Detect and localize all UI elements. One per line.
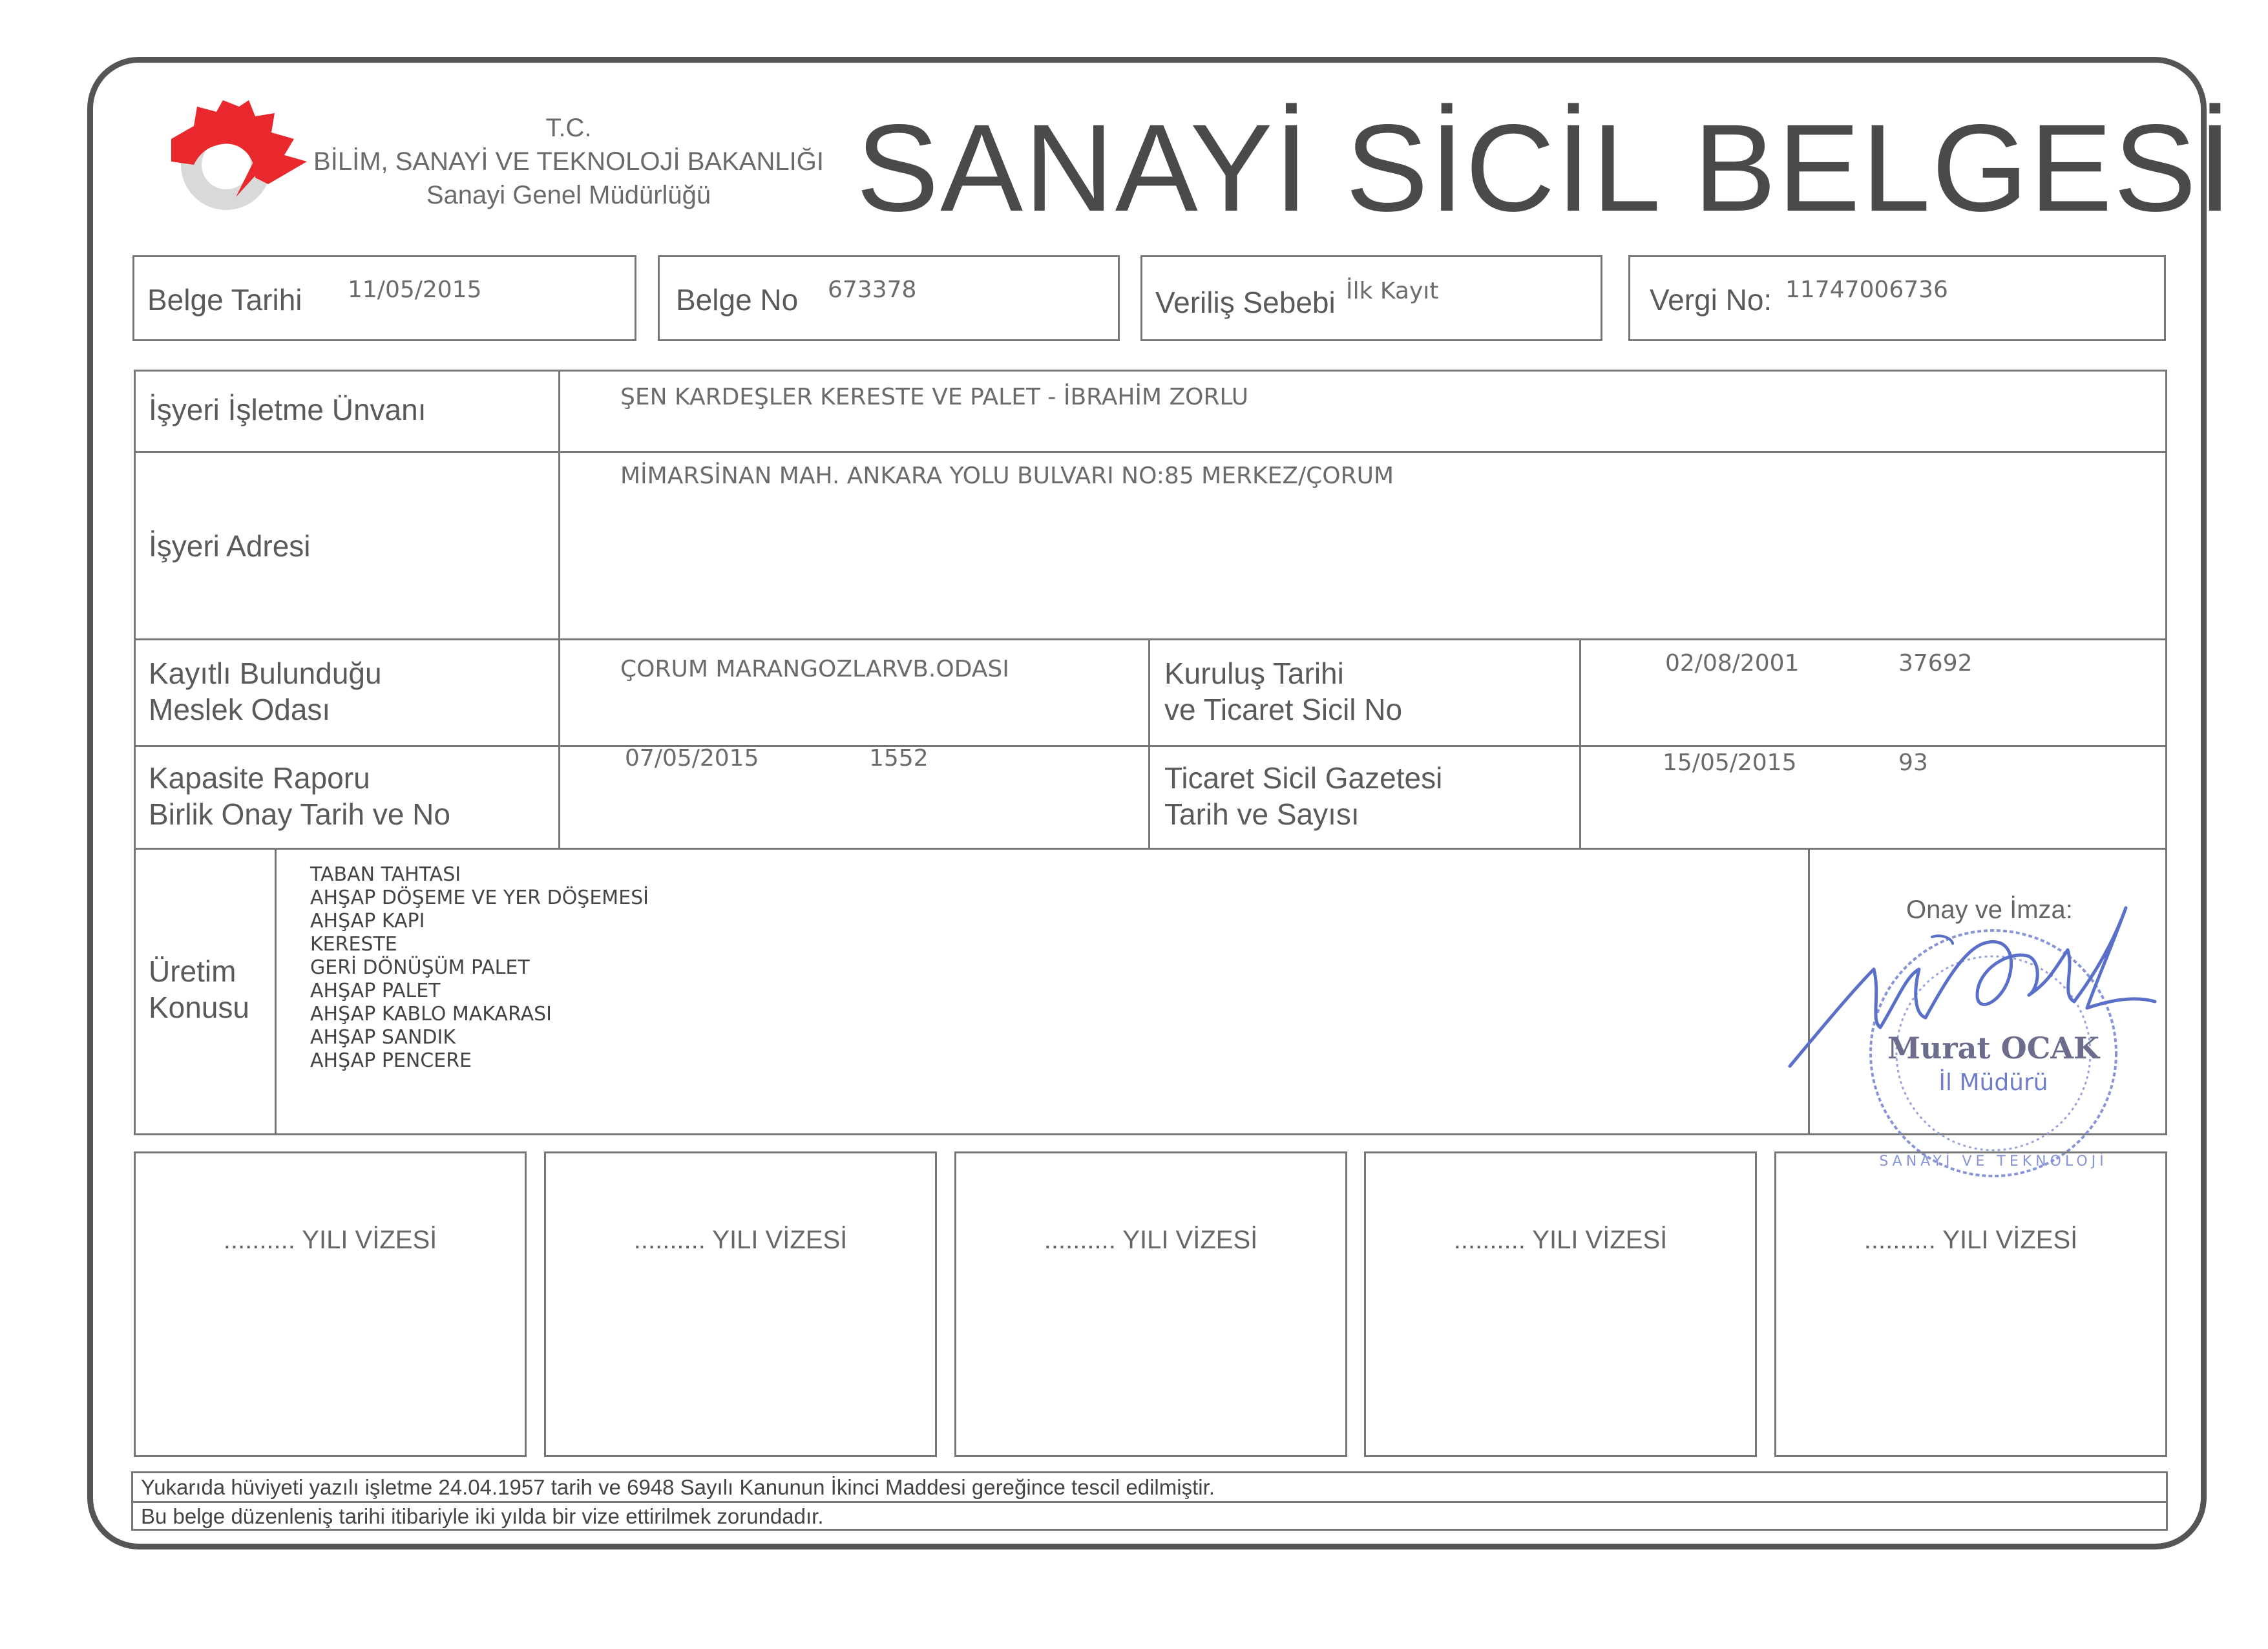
production-item: AHŞAP KABLO MAKARASI (310, 1003, 552, 1025)
uretim-label (149, 953, 249, 1025)
document-title: SANAYİ SİCİL BELGESİ (856, 98, 2234, 237)
verilis-sebebi-label: Veriliş Sebebi (1155, 286, 1336, 319)
ticaret-sicil-no-value: 37692 (1898, 650, 1973, 677)
visa-label: .......... YILI VİZESİ (1044, 1226, 1258, 1254)
col-divider (275, 848, 277, 1135)
production-item: AHŞAP DÖŞEME VE YER DÖŞEMESİ (310, 887, 649, 909)
ministry-logo (158, 100, 307, 223)
uretim-label-line1: Üretim (149, 954, 236, 988)
uretim-label-line2: Konusu (149, 991, 250, 1024)
visa-label: .......... YILI VİZESİ (1453, 1226, 1668, 1254)
ministry-name: BİLİM, SANAYİ VE TEKNOLOJİ BAKANLIĞI (313, 147, 824, 176)
stamp-ring-text: SANAYİ VE TEKNOLOJİ (1879, 1153, 2108, 1170)
kurulus-label-line1: Kuruluş Tarihi (1164, 656, 1344, 690)
production-item: GERİ DÖNÜŞÜM PALET (310, 956, 530, 979)
visa-box-3 (954, 1151, 1347, 1457)
adres-value: MİMARSİNAN MAH. ANKARA YOLU BULVARI NO:85 MERKEZ/ÇORUM (620, 463, 1394, 489)
production-item: KERESTE (310, 933, 397, 956)
verilis-sebebi-value: İlk Kayıt (1346, 278, 1439, 304)
kurulus-label (1164, 655, 1402, 728)
production-list (310, 863, 649, 1073)
visa-box-1 (134, 1151, 527, 1457)
vergi-no-box (1628, 255, 2166, 341)
gazete-label-line1: Ticaret Sicil Gazetesi (1164, 761, 1443, 795)
stamp-title: İl Müdürü (1938, 1069, 2048, 1096)
kurulus-tarihi-value: 02/08/2001 (1665, 650, 1800, 677)
belge-tarihi-value: 11/05/2015 (348, 277, 482, 303)
footer-line-1: Yukarıda hüviyeti yazılı işletme 24.04.1957 tarih ve 6948 Sayılı Kanunun İkinci Maddesi gereğince tescil edilmiştir. (141, 1475, 1215, 1499)
adres-label: İşyeri Adresi (149, 529, 311, 563)
unvan-value: ŞEN KARDEŞLER KERESTE VE PALET - İBRAHİM ZORLU (620, 384, 1249, 410)
production-item: AHŞAP SANDIK (310, 1026, 456, 1049)
footer-line-2: Bu belge düzenleniş tarihi itibariyle iki yılda bir vize ettirilmek zorundadır. (141, 1504, 824, 1528)
vergi-no-value: 11747006736 (1785, 277, 1948, 303)
footer-divider (133, 1501, 2166, 1503)
gazete-sayi-value: 93 (1898, 750, 1928, 776)
row-divider (134, 745, 2167, 747)
col-divider (1148, 638, 1150, 848)
belge-no-label: Belge No (676, 283, 799, 317)
visa-label: .......... YILI VİZESİ (633, 1226, 848, 1254)
visa-box-5 (1774, 1151, 2167, 1457)
production-item: TABAN TAHTASI (310, 863, 461, 886)
verilis-sebebi-box (1140, 255, 1602, 341)
row-divider (134, 451, 2167, 453)
oda-value: ÇORUM MARANGOZLARVB.ODASI (620, 656, 1009, 682)
gazete-label-line2: Tarih ve Sayısı (1164, 797, 1360, 831)
kapasite-label-line2: Birlik Onay Tarih ve No (149, 797, 450, 831)
ministry-department: Sanayi Genel Müdürlüğü (426, 181, 711, 209)
visa-label: .......... YILI VİZESİ (1864, 1226, 2078, 1254)
belge-no-box (658, 255, 1120, 341)
signature (1783, 898, 2184, 1079)
gazete-label (1164, 760, 1442, 832)
kapasite-label (149, 760, 450, 832)
belge-tarihi-box (132, 255, 636, 341)
production-item: AHŞAP PENCERE (310, 1049, 472, 1072)
kapasite-tarih-value: 07/05/2015 (625, 745, 759, 772)
production-item: AHŞAP PALET (310, 980, 441, 1002)
visa-box-2 (544, 1151, 937, 1457)
kurulus-label-line2: ve Ticaret Sicil No (1164, 693, 1403, 726)
production-item: AHŞAP KAPI (310, 910, 425, 932)
visa-label: .......... YILI VİZESİ (223, 1226, 437, 1254)
footer-box (131, 1471, 2168, 1531)
belge-no-value: 673378 (828, 277, 917, 303)
ministry-tc: T.C. (545, 114, 592, 142)
col-divider (558, 370, 560, 848)
kapasite-no-value: 1552 (869, 745, 929, 772)
oda-label (149, 655, 382, 728)
unvan-label: İşyeri İşletme Ünvanı (149, 393, 426, 426)
visa-box-4 (1364, 1151, 1757, 1457)
oda-label-line2: Meslek Odası (149, 693, 331, 726)
row-divider (134, 638, 2167, 640)
col-divider (1579, 638, 1581, 848)
row-divider (134, 848, 2167, 850)
oda-label-line1: Kayıtlı Bulunduğu (149, 656, 382, 690)
stamp-name: Murat OCAK (1887, 1031, 2100, 1066)
vergi-no-label: Vergi No: (1650, 283, 1772, 317)
gazete-tarih-value: 15/05/2015 (1663, 750, 1797, 776)
approval-label: Onay ve İmza: (1906, 896, 2073, 924)
belge-tarihi-label: Belge Tarihi (147, 283, 302, 317)
kapasite-label-line1: Kapasite Raporu (149, 761, 370, 795)
